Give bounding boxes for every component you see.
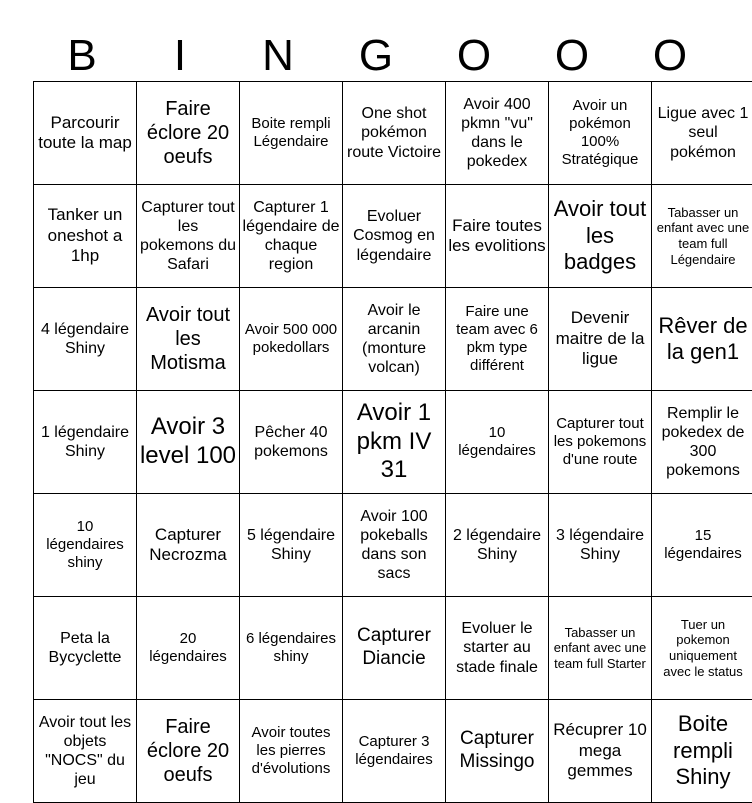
bingo-row — [34, 185, 752, 288]
bingo-cell: Avoir 400 pkmn "vu" dans le pokedex — [446, 82, 549, 185]
bingo-cell: 2 légendaire Shiny — [446, 494, 549, 597]
bingo-cell: Récuprer 10 mega gemmes — [549, 700, 652, 803]
bingo-cell: Avoir tout les badges — [549, 185, 652, 288]
header-letter: O — [425, 30, 523, 82]
bingo-cell: 10 légendaires shiny — [34, 494, 137, 597]
bingo-cell: 1 légendaire Shiny — [34, 391, 137, 494]
bingo-cell: Avoir un pokémon 100% Stratégique — [549, 82, 652, 185]
bingo-cell: Faire éclore 20 oeufs — [137, 700, 240, 803]
bingo-cell: Capturer Diancie — [343, 597, 446, 700]
bingo-cell: Capturer Missingo — [446, 700, 549, 803]
bingo-cell: Tabasser un enfant avec une team full Légendaire — [652, 185, 752, 288]
bingo-cell: Capturer 3 légendaires — [343, 700, 446, 803]
bingo-row — [34, 494, 752, 597]
header-letter: G — [327, 30, 425, 82]
header-letter: O — [523, 30, 621, 82]
bingo-cell: 4 légendaire Shiny — [34, 288, 137, 391]
bingo-row — [34, 82, 752, 185]
bingo-row — [34, 597, 752, 700]
bingo-row — [34, 391, 752, 494]
bingo-row — [34, 700, 752, 803]
bingo-cell: Peta la Bycyclette — [34, 597, 137, 700]
bingo-cell: Avoir 100 pokeballs dans son sacs — [343, 494, 446, 597]
bingo-cell: Avoir tout les objets "NOCS" du jeu — [34, 700, 137, 803]
bingo-cell: Capturer 1 légendaire de chaque region — [240, 185, 343, 288]
header-letter: B — [33, 30, 131, 82]
bingo-cell: Avoir 1 pkm IV 31 — [343, 391, 446, 494]
bingo-cell: 6 légendaires shiny — [240, 597, 343, 700]
bingo-cell: 10 légendaires — [446, 391, 549, 494]
bingo-cell: Avoir 3 level 100 — [137, 391, 240, 494]
bingo-cell: Parcourir toute la map — [34, 82, 137, 185]
bingo-cell: Avoir toutes les pierres d'évolutions — [240, 700, 343, 803]
bingo-cell: Devenir maitre de la ligue — [549, 288, 652, 391]
bingo-grid — [33, 81, 752, 803]
bingo-cell: One shot pokémon route Victoire — [343, 82, 446, 185]
bingo-cell: Capturer tout les pokemons du Safari — [137, 185, 240, 288]
bingo-cell: Capturer Necrozma — [137, 494, 240, 597]
bingo-cell: Remplir le pokedex de 300 pokemons — [652, 391, 752, 494]
bingo-cell: Tuer un pokemon uniquement avec le status — [652, 597, 752, 700]
bingo-cell: Ligue avec 1 seul pokémon — [652, 82, 752, 185]
bingo-cell: 20 légendaires — [137, 597, 240, 700]
bingo-cell: Boite rempli Légendaire — [240, 82, 343, 185]
bingo-cell: 3 légendaire Shiny — [549, 494, 652, 597]
bingo-cell: Pêcher 40 pokemons — [240, 391, 343, 494]
bingo-cell: Boite rempli Shiny — [652, 700, 752, 803]
bingo-header — [33, 30, 719, 82]
header-letter: O — [621, 30, 719, 82]
bingo-cell: Avoir le arcanin (monture volcan) — [343, 288, 446, 391]
bingo-cell: Faire toutes les evolitions — [446, 185, 549, 288]
bingo-cell: Tanker un oneshot a 1hp — [34, 185, 137, 288]
bingo-cell: Evoluer le starter au stade finale — [446, 597, 549, 700]
bingo-cell: Capturer tout les pokemons d'une route — [549, 391, 652, 494]
bingo-cell: Faire éclore 20 oeufs — [137, 82, 240, 185]
bingo-row — [34, 288, 752, 391]
bingo-cell: Avoir 500 000 pokedollars — [240, 288, 343, 391]
bingo-cell: Avoir tout les Motisma — [137, 288, 240, 391]
bingo-cell: 5 légendaire Shiny — [240, 494, 343, 597]
header-letter: N — [229, 30, 327, 82]
bingo-cell: 15 légendaires — [652, 494, 752, 597]
bingo-cell: Faire une team avec 6 pkm type différent — [446, 288, 549, 391]
header-letter: I — [131, 30, 229, 82]
bingo-cell: Evoluer Cosmog en légendaire — [343, 185, 446, 288]
bingo-cell: Tabasser un enfant avec une team full Starter — [549, 597, 652, 700]
bingo-cell: Rêver de la gen1 — [652, 288, 752, 391]
